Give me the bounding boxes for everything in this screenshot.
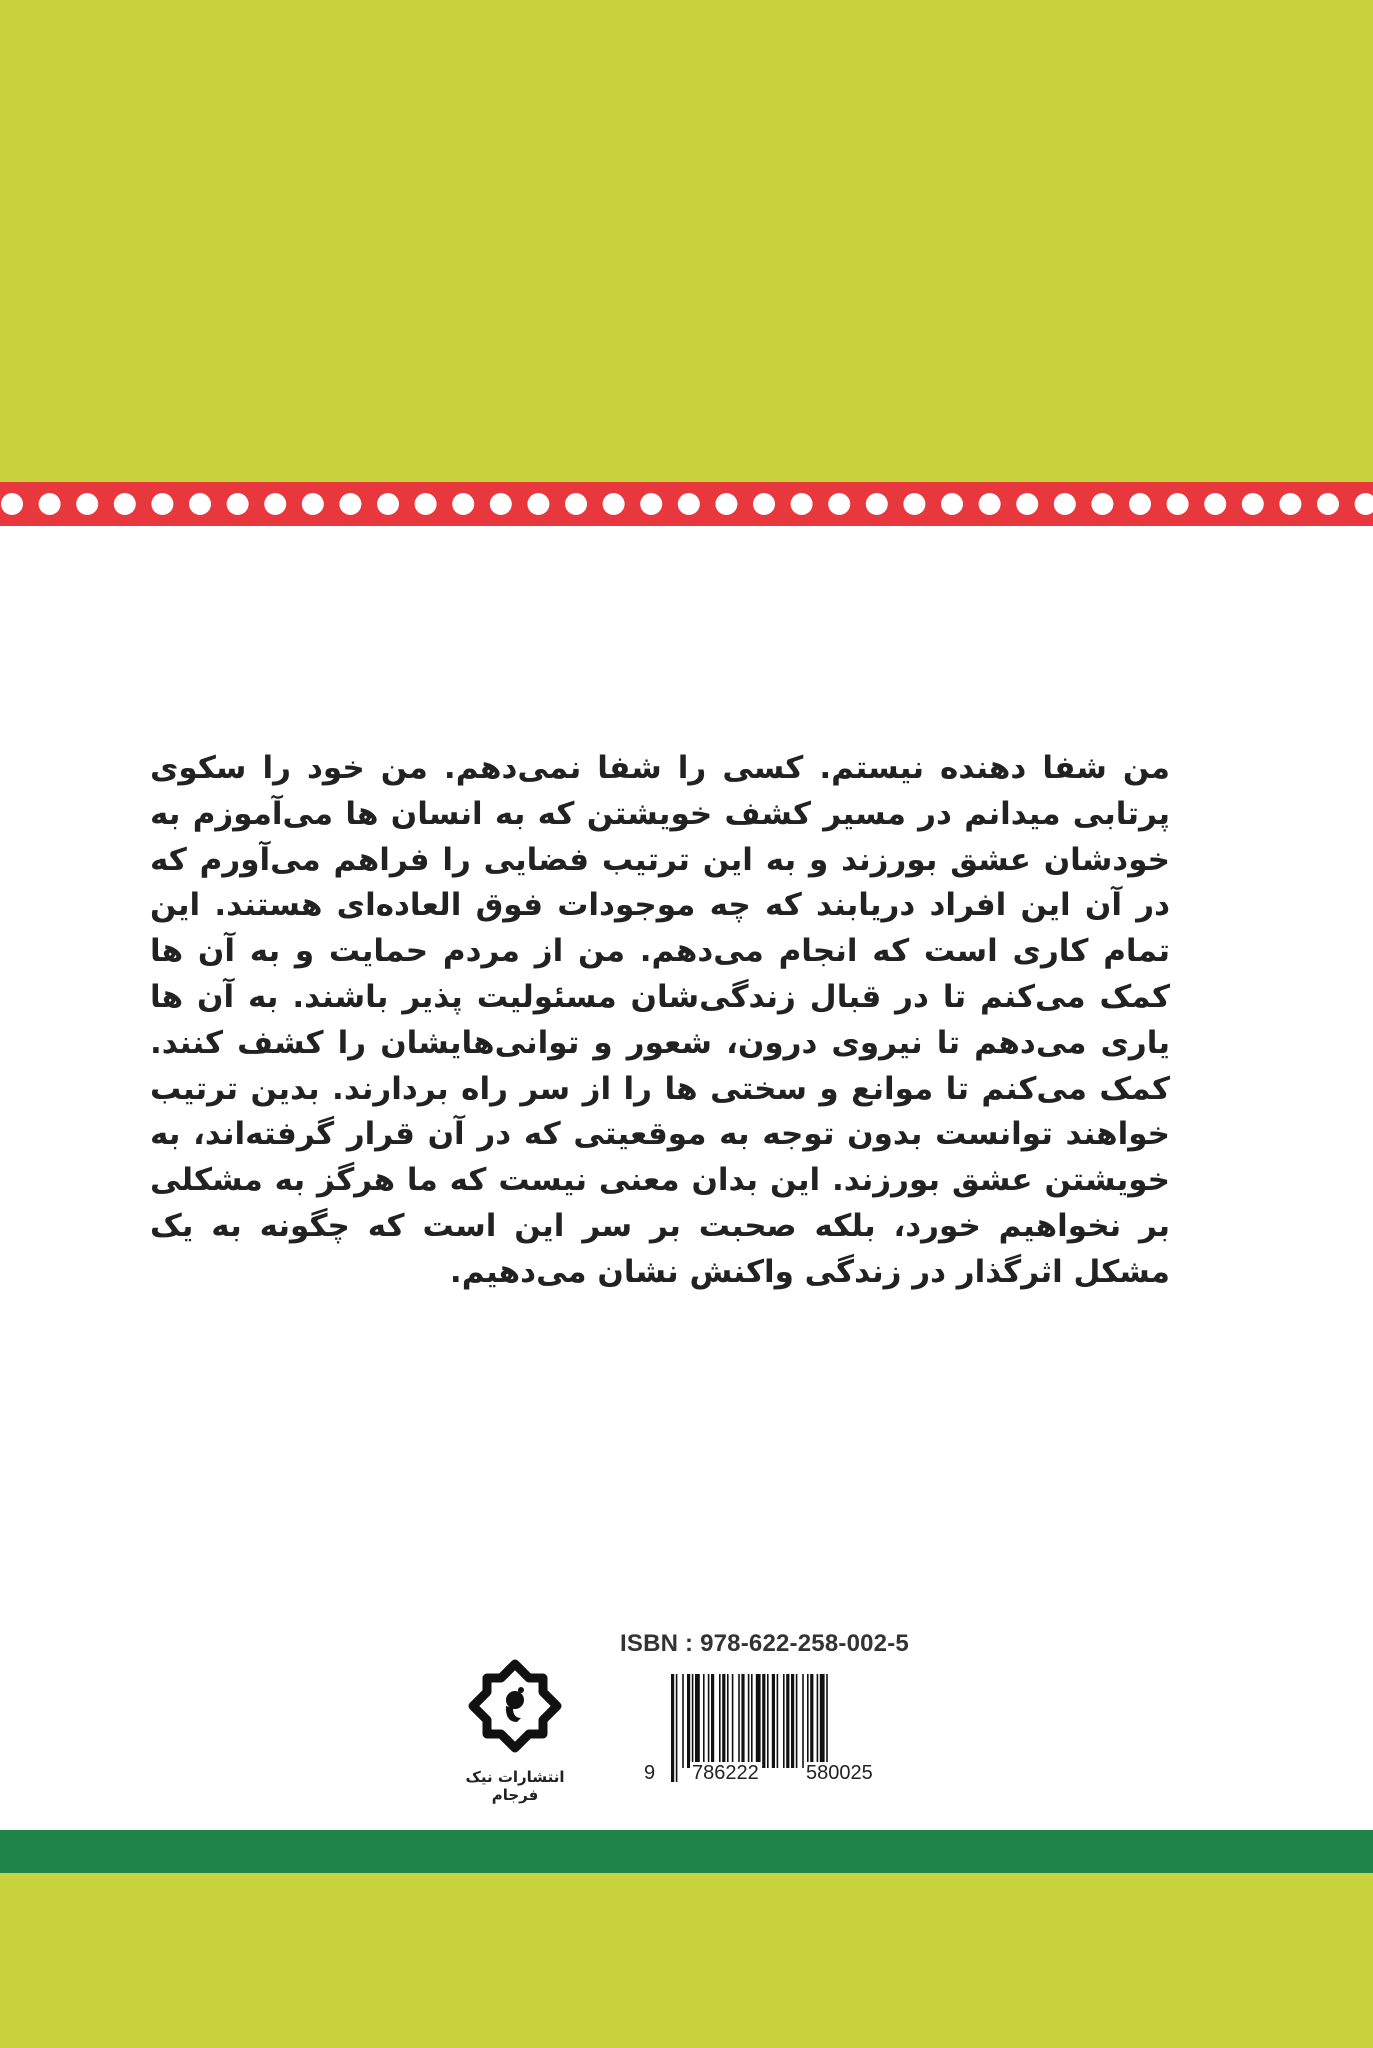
barcode-bar — [711, 1674, 714, 1768]
ribbon-dot — [1204, 493, 1226, 515]
barcode-bar — [777, 1674, 779, 1768]
ribbon-dot — [1355, 493, 1373, 515]
ribbon-dot — [678, 493, 700, 515]
publisher-logo-icon — [465, 1656, 565, 1756]
ribbon-dot — [1129, 493, 1151, 515]
barcode-bar — [748, 1674, 750, 1768]
barcode-bar — [732, 1674, 734, 1768]
ribbon-dot — [1167, 493, 1189, 515]
barcode-bar — [802, 1674, 804, 1768]
ribbon-dot — [1054, 493, 1076, 515]
barcode-bar — [703, 1674, 705, 1768]
ribbon-dot — [264, 493, 286, 515]
ribbon-dot — [1, 493, 23, 515]
barcode-bar — [687, 1674, 690, 1768]
ribbon-dot — [114, 493, 136, 515]
ribbon-dot — [415, 493, 437, 515]
ribbon-dot — [828, 493, 850, 515]
barcode-bar — [807, 1674, 809, 1768]
barcode-bar — [722, 1674, 725, 1768]
ribbon-dot — [640, 493, 662, 515]
ribbon-dot — [490, 493, 512, 515]
ribbon-dot — [189, 493, 211, 515]
barcode-bar — [756, 1674, 761, 1768]
barcode-bar — [727, 1674, 729, 1768]
ribbon-dot — [753, 493, 775, 515]
barcode-bar — [772, 1674, 775, 1768]
barcode-bar — [719, 1674, 721, 1768]
ribbon-dot — [1279, 493, 1301, 515]
barcode-bar — [783, 1674, 785, 1768]
ribbon-dot — [715, 493, 737, 515]
barcode-bar — [767, 1674, 769, 1768]
ribbon-dot — [866, 493, 888, 515]
barcode-bar — [817, 1674, 819, 1768]
barcode-bar — [791, 1674, 794, 1768]
barcode-bar — [810, 1674, 813, 1768]
ribbon-dot — [1091, 493, 1113, 515]
dotted-ribbon — [0, 482, 1373, 526]
ribbon-dot — [1016, 493, 1038, 515]
back-cover-blurb: من شفا دهنده نیستم. کسی را شفا نمی‌دهم. من خود را سکوی پرتابی میدانم در مسیر کشف خویشتن که به انسان ها می‌آموزم به خودشان عشق بورزند و به این ترتیب فضایی را فراهم می‌آورم که در آن این افراد دریابند که چه موجودات فوق العاده‌ای هستند. این تمام کاری است که انجام می‌دهم. من از مردم حمایت و به آن ها کمک می‌کنم تا در قبال زندگی‌شان مسئولیت پذیر باشند. به آن ها یاری می‌دهم تا نیروی درون، شعور و توانی‌هایشان را کشف کنند. کمک می‌کنم تا موانع و سختی ها را از سر راه بردارند. بدین ترتیب خواهند توانست بدون توجه به موقعیتی که در آن قرار گرفته‌اند، به خویشتن عشق بورزند. این بدان معنی نیست که ما هرگز به مشکلی بر نخواهیم خورد، بلکه صحبت بر سر این است که چگونه به یک مشکل اثرگذار در زندگی واکنش نشان می‌دهیم. — [150, 750, 1170, 1290]
isbn-label: ISBN : 978-622-258-002-5 — [620, 1630, 909, 1657]
ribbon-dot — [76, 493, 98, 515]
barcode-first-digit: 9 — [644, 1762, 656, 1784]
ribbon-dot — [227, 493, 249, 515]
ribbon-dot — [452, 493, 474, 515]
ribbon-dot — [903, 493, 925, 515]
ribbon-dots — [0, 482, 1373, 526]
ribbon-dot — [603, 493, 625, 515]
barcode-bar — [820, 1674, 825, 1768]
ribbon-dot — [151, 493, 173, 515]
barcode-bar — [671, 1674, 674, 1782]
barcode-left-digits: 786222 — [692, 1762, 759, 1784]
ribbon-dot — [377, 493, 399, 515]
ribbon-dot — [527, 493, 549, 515]
green-stripe — [0, 1830, 1373, 1873]
barcode-right-digits: 580025 — [806, 1762, 873, 1784]
barcode-bar — [762, 1674, 765, 1768]
barcode-bar — [786, 1674, 789, 1768]
ribbon-dot — [1242, 493, 1264, 515]
ribbon-dot — [941, 493, 963, 515]
barcode-bar — [738, 1674, 740, 1768]
top-color-band — [0, 0, 1373, 482]
publisher-name: انتشارات نیک فرجام — [465, 1768, 565, 1804]
ribbon-dot — [1317, 493, 1339, 515]
ribbon-dot — [339, 493, 361, 515]
bottom-color-band — [0, 1873, 1373, 2048]
barcode-bar — [796, 1674, 798, 1768]
ribbon-dot — [39, 493, 61, 515]
barcode-bar — [676, 1674, 678, 1782]
ribbon-dot — [979, 493, 1001, 515]
barcode-bar — [741, 1674, 744, 1768]
barcode-bar — [708, 1674, 710, 1768]
barcode-bar — [692, 1674, 694, 1768]
barcode-bar — [682, 1674, 684, 1768]
ribbon-dot — [565, 493, 587, 515]
barcode-bar — [695, 1674, 700, 1768]
ribbon-dot — [791, 493, 813, 515]
ribbon-dot — [302, 493, 324, 515]
